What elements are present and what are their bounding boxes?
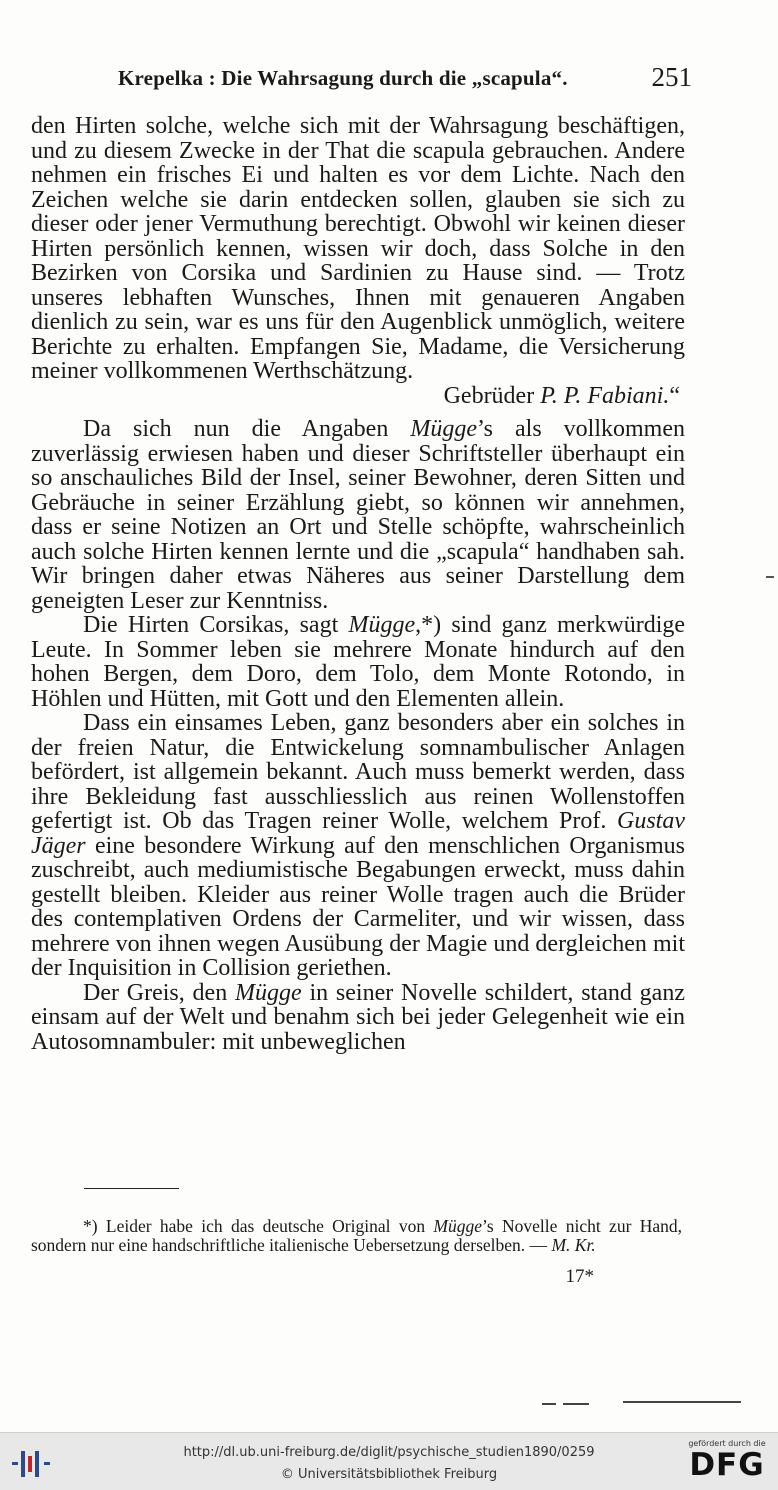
page-number: 251 [651, 62, 692, 92]
printer-signature-mark: 17* [565, 1266, 594, 1287]
author-name: Mügge [348, 612, 416, 638]
paragraph-corsican-shepherds: Die Hirten Corsikas, sagt Mügge,*) sind ganz merkwürdige Leute. In Sommer leben sie mehrere Monate hindurch auf den hohen Bergen, dem Doro, dem Tolo, dem Monte Rotondo, in Höhlen und Hütten, mit Gott und den Elementen allein. [31, 612, 686, 712]
signature-prefix: Gebrüder [443, 382, 541, 409]
page-header [118, 62, 692, 96]
author-name: Mügge [433, 1215, 483, 1236]
footnote-divider [84, 1188, 179, 1189]
author-name: Mügge [235, 979, 302, 1006]
letter-signature [31, 384, 685, 409]
viewer-footer [0, 1432, 778, 1490]
scan-artifact [563, 1403, 589, 1405]
dfg-wordmark: DFG [689, 1447, 765, 1483]
paragraph-letter-end: den Hirten solche, welche sich mit der Wahrsagung beschäftigen, und zu diesem Zwecke in der That die scapula gebrauchen. Andere nehmen ein frisches Ei und halten es vor dem Lichte. Nach den Zeichen welche sie darin entdecken sollen, glauben sie sich zu dieser oder jener Vermuthung berechtigt. Obwohl wir keinen dieser Hirten persönlich kennen, wissen wir doch, dass Solche in den Bezirken von Corsika und Sardinien zu Hause sind. — Trotz unseres lebhaften Wunsches, Ihnen mit genaueren Angaben dienlich zu sein, war es uns für den Augenblick unmöglich, weitere Berichte zu erhalten. Empfangen Sie, Madame, die Versicherung meiner vollkommenen Werthschätzung. [31, 113, 685, 384]
margin-mark [766, 576, 774, 578]
signature-name: P. P. Fabiani. [540, 382, 670, 409]
scan-artifact [542, 1403, 556, 1405]
dfg-logo[interactable] [684, 1439, 770, 1482]
author-name: Mügge [410, 416, 477, 442]
running-head: Krepelka : Die Wahrsagung durch die „scapula“. [118, 66, 568, 90]
dfg-tagline: gefördert durch die [688, 1439, 766, 1448]
permalink[interactable]: http://dl.ub.uni-freiburg.de/diglit/psychische_studien1890/0259 [183, 1445, 595, 1460]
paragraph-old-man: Der Greis, den Mügge in seiner Novelle schildert, stand ganz einsam auf der Welt und benahm sich bei jeder Gelegenheit wie ein Autosomnambuler: mit unbeweglichen [31, 979, 685, 1055]
scan-artifact [623, 1401, 741, 1403]
person-name: Gustav Jäger [31, 808, 685, 859]
signature-suffix: “ [669, 382, 680, 409]
footnote: *) Leider habe ich das deutsche Original von Mügge’s Novelle nicht zur Hand, sondern nur eine handschriftliche italienische Uebersetzung derselben. — M. Kr. [31, 1215, 683, 1255]
footnote-signature: M. Kr. [551, 1234, 596, 1255]
paragraph-solitary-life: Dass ein einsames Leben, ganz besonders aber ein solches in der freien Natur, die Entwickelung somnambulischer Anlagen befördert, ist allgemein bekannt. Auch muss bemerkt werden, dass ihre Bekleidung fast ausschliesslich aus reinen Wollenstoffen gefertigt ist. Ob das Tragen reiner Wolle, welchem Prof. Gustav Jäger eine besondere Wirkung auf den menschlichen Organismus zuschreibt, auch mediumistische Begabungen erweckt, muss dahin gestellt bleiben. Kleider aus reiner Wolle tragen auch die Brüder des contemplativen Ordens der Carmeliter, und wir wissen, dass mehrere von ihnen wegen Ausübung der Magie und dergleichen mit der Inquisition in Collision geriethen. [31, 710, 685, 981]
body-text [31, 114, 685, 1054]
paragraph-mugge-reliability: Da sich nun die Angaben Mügge’s als vollkommen zuverlässig erwiesen haben und dieser Schriftsteller überhaupt ein so anschauliches Bild der Insel, seiner Bewohner, deren Sitten und Gebräuche in seiner Erzählung giebt, so können wir annehmen, dass er seine Notizen an Ort und Stelle schöpfte, wahrscheinlich auch solche Hirten kennen lernte und die „scapula“ handhaben sah. Wir bringen daher etwas Näheres aus seiner Darstellung dem geneigten Leser zur Kenntniss. [31, 416, 685, 614]
copyright-notice: © Universitätsbibliothek Freiburg [280, 1467, 498, 1482]
